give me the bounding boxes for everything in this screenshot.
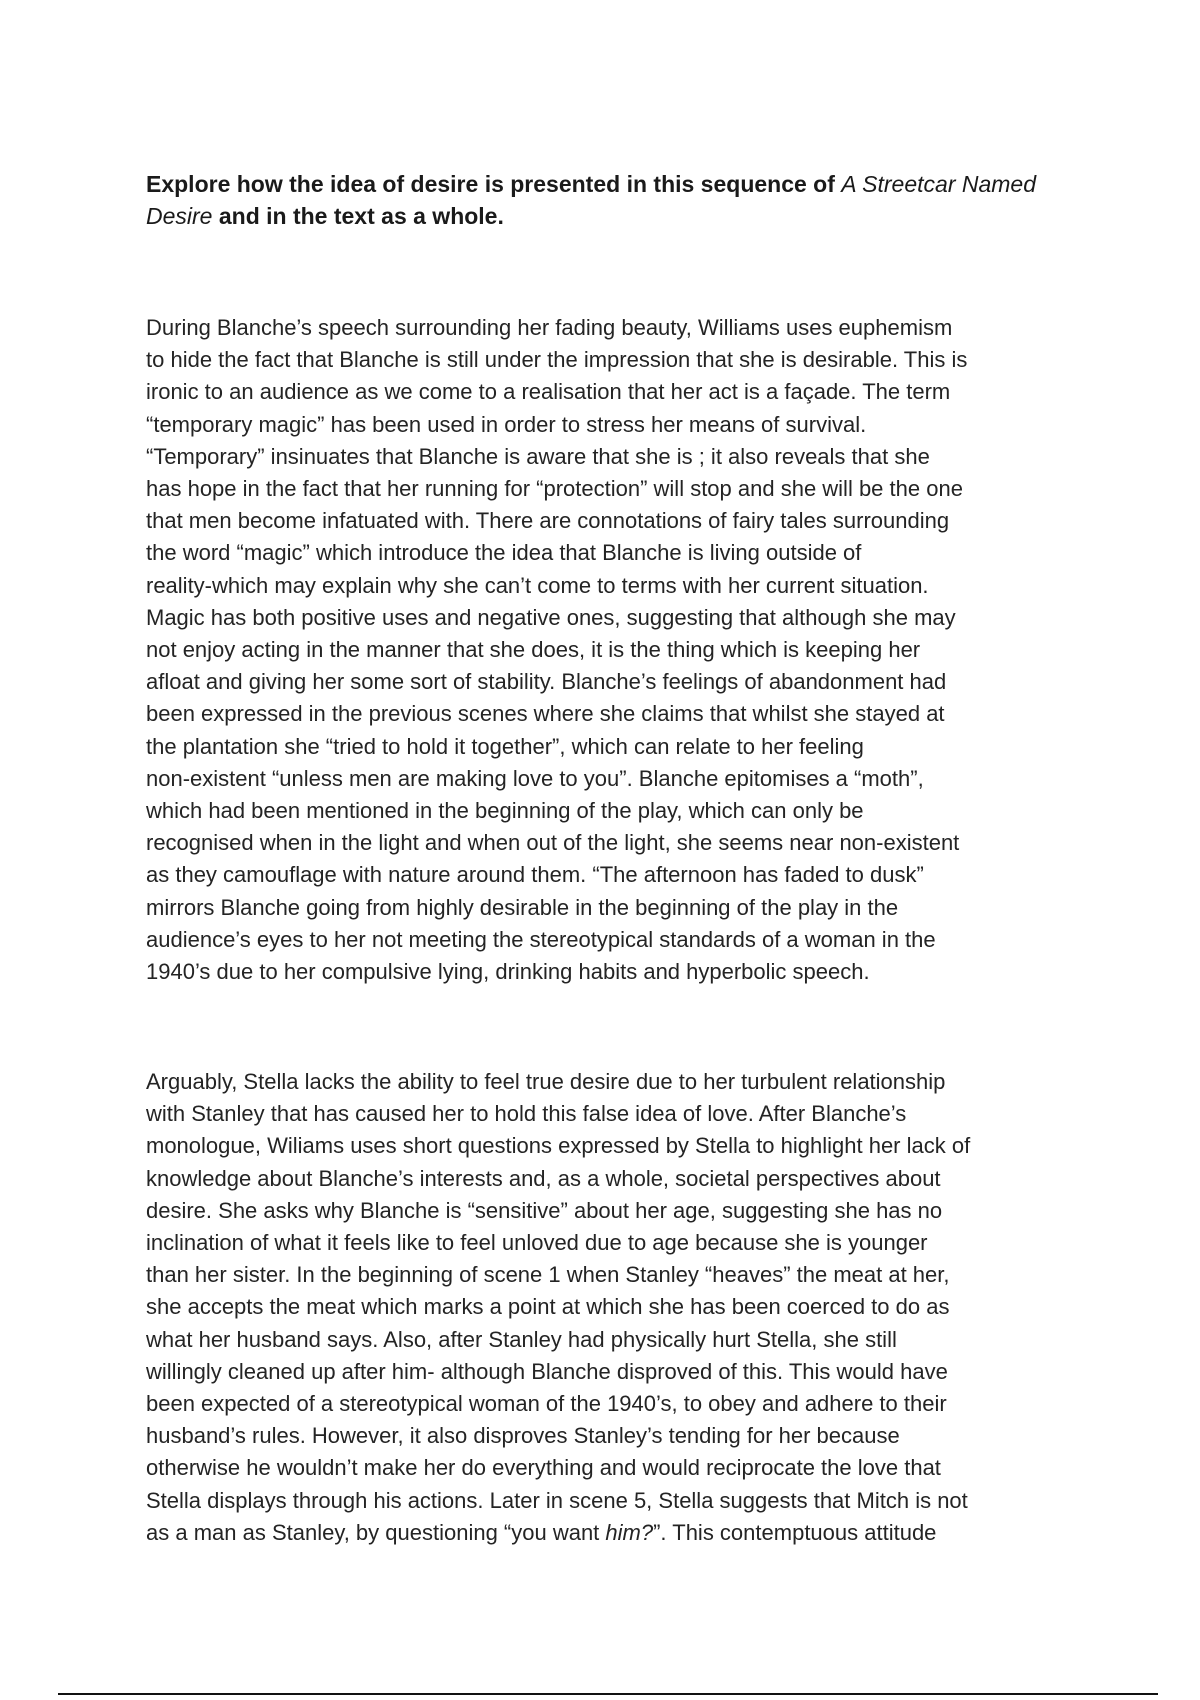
last-line-before: as a man as Stanley, by questioning “you want: [146, 1519, 606, 1545]
paragraph-1: [146, 312, 1076, 988]
question-text-part1: Explore how the idea of desire is presented in this sequence of: [146, 171, 842, 197]
paragraph-line: that men become infatuated with. There are connotations of fairy tales surrounding: [146, 508, 950, 534]
paragraph-line: the plantation she “tried to hold it together”, which can relate to her feeling: [146, 733, 864, 759]
paragraph-line: to hide the fact that Blanche is still under the impression that she is desirable. This is: [146, 347, 968, 373]
play-title: A Streetcar Named Desire: [146, 171, 1037, 229]
paragraph-line: Magic has both positive uses and negative ones, suggesting that although she may: [146, 604, 956, 630]
paragraph-line: inclination of what it feels like to feel unloved due to age because she is younger: [146, 1230, 928, 1256]
paragraph-line: with Stanley that has caused her to hold this false idea of love. After Blanche’s: [146, 1101, 907, 1127]
paragraph-line: monologue, Wiliams uses short questions expressed by Stella to highlight her lack of: [146, 1133, 971, 1159]
paragraph-line: non-existent “unless men are making love to you”. Blanche epitomises a “moth”,: [146, 765, 924, 791]
paragraph-line: recognised when in the light and when out of the light, she seems near non-existent: [146, 830, 960, 856]
paragraph-line: reality-which may explain why she can’t come to terms with her current situation.: [146, 572, 929, 598]
paragraph-line-last: [146, 1517, 1076, 1549]
paragraph-line: mirrors Blanche going from highly desirable in the beginning of the play in the: [146, 894, 899, 920]
paragraph-line: Stella displays through his actions. Later in scene 5, Stella suggests that Mitch is not: [146, 1487, 968, 1513]
paragraph-line: been expressed in the previous scenes where she claims that whilst she stayed at: [146, 701, 945, 727]
paragraph-line: as they camouflage with nature around them. “The afternoon has faded to dusk”: [146, 862, 924, 888]
paragraph-line: husband’s rules. However, it also disproves Stanley’s tending for her because: [146, 1423, 900, 1449]
paragraph-line: knowledge about Blanche’s interests and, as a whole, societal perspectives about: [146, 1165, 941, 1191]
paragraph-line: otherwise he wouldn’t make her do everything and would reciprocate the love that: [146, 1455, 941, 1481]
last-line-after: ”. This contemptuous attitude: [653, 1519, 937, 1545]
paragraph-2: [146, 1066, 1076, 1549]
paragraph-line: “Temporary” insinuates that Blanche is aware that she is ; it also reveals that she: [146, 443, 930, 469]
paragraph-line: what her husband says. Also, after Stanley had physically hurt Stella, she still: [146, 1326, 897, 1352]
paragraph-line: not enjoy acting in the manner that she does, it is the thing which is keeping her: [146, 637, 921, 663]
paragraph-line: willingly cleaned up after him- although Blanche disproved of this. This would have: [146, 1358, 948, 1384]
paragraph-line: ironic to an audience as we come to a realisation that her act is a façade. The term: [146, 379, 951, 405]
page-bottom-rule: [58, 1693, 1158, 1695]
question-text-part2: and in the text as a whole.: [212, 203, 504, 229]
paragraph-line: desire. She asks why Blanche is “sensitive” about her age, suggesting she has no: [146, 1197, 943, 1223]
paragraph-line: audience’s eyes to her not meeting the stereotypical standards of a woman in the: [146, 926, 936, 952]
paragraph-line: which had been mentioned in the beginning of the play, which can only be: [146, 798, 864, 824]
paragraph-line: she accepts the meat which marks a point at which she has been coerced to do as: [146, 1294, 950, 1320]
paragraph-line: has hope in the fact that her running for “protection” will stop and she will be the one: [146, 476, 963, 502]
last-line-italic: him?: [605, 1519, 654, 1545]
paragraph-line: During Blanche’s speech surrounding her fading beauty, Williams uses euphemism: [146, 315, 953, 340]
paragraph-line: 1940’s due to her compulsive lying, drinking habits and hyperbolic speech.: [146, 959, 870, 985]
paragraph-line: “temporary magic” has been used in order to stress her means of survival.: [146, 411, 867, 437]
paragraph-line: the word “magic” which introduce the idea that Blanche is living outside of: [146, 540, 862, 566]
paragraph-line: been expected of a stereotypical woman of the 1940’s, to obey and adhere to their: [146, 1391, 947, 1417]
paragraph-line: than her sister. In the beginning of scene 1 when Stanley “heaves” the meat at her,: [146, 1262, 950, 1288]
paragraph-line: afloat and giving her some sort of stability. Blanche’s feelings of abandonment had: [146, 669, 947, 695]
paragraph-line: Arguably, Stella lacks the ability to feel true desire due to her turbulent relationship: [146, 1069, 946, 1094]
essay-question: [146, 168, 1066, 232]
